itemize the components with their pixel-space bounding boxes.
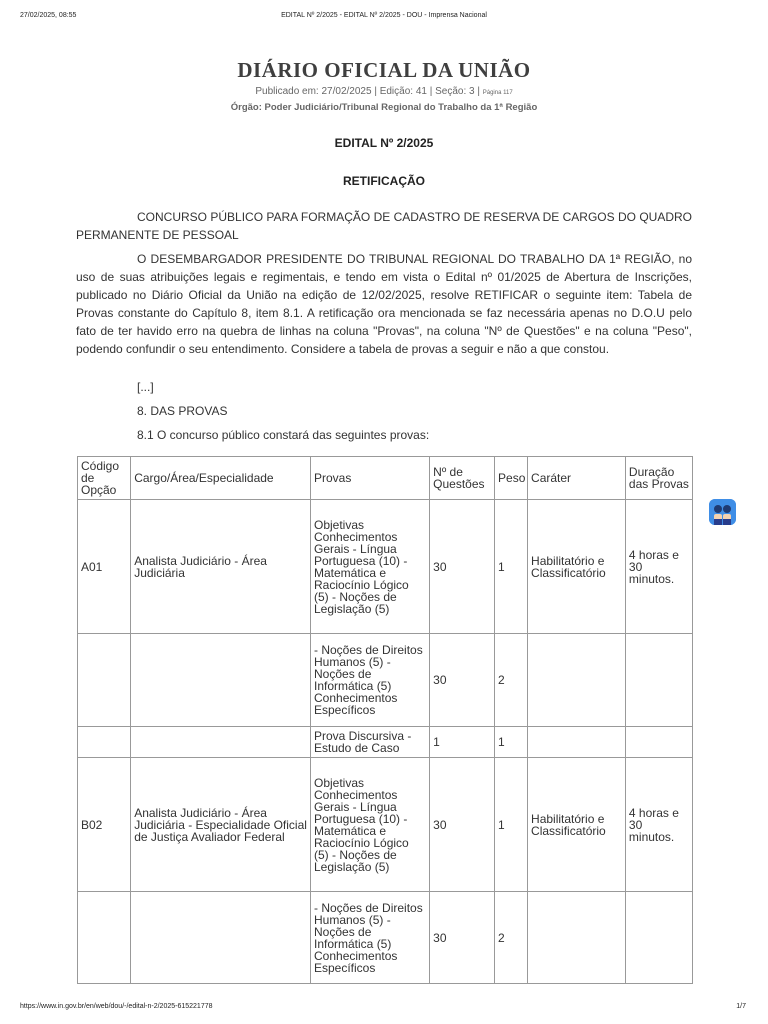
- print-url: https://www.in.gov.br/en/web/dou/-/edital-n-2/2025-615221778: [20, 1003, 213, 1010]
- cell-cargo: [131, 892, 311, 984]
- table-row: [78, 634, 693, 727]
- organ-line: Órgão: Poder Judiciário/Tribunal Regional do Trabalho da 1ª Região: [230, 102, 538, 113]
- cell-questoes: 30: [430, 892, 495, 984]
- cell-peso: 1: [495, 727, 528, 758]
- print-datetime: 27/02/2025, 08:55: [20, 12, 77, 19]
- header-cargo: Cargo/Área/Especialidade: [131, 457, 311, 500]
- cell-codigo: B02: [78, 758, 131, 892]
- table-row: [78, 727, 693, 758]
- cell-duracao: 4 horas e 30 minutos.: [625, 500, 692, 634]
- cell-provas: Prova Discursiva - Estudo de Caso: [311, 727, 430, 758]
- header-duracao: Duração das Provas: [625, 457, 692, 500]
- cell-duracao: [625, 727, 692, 758]
- cell-peso: 1: [495, 758, 528, 892]
- paragraph-concurso: CONCURSO PÚBLICO PARA FORMAÇÃO DE CADASTRO DE RESERVA DE CARGOS DO QUADRO PERMANENTE DE PESSOAL: [76, 210, 692, 242]
- table-header-row: [78, 457, 693, 500]
- cell-duracao: 4 horas e 30 minutos.: [625, 758, 692, 892]
- cell-questoes: 30: [430, 634, 495, 727]
- section-intro: 8.1 O concurso público constará das seguintes provas:: [137, 428, 430, 442]
- cell-carater: [528, 727, 626, 758]
- document-subtitle: RETIFICAÇÃO: [343, 174, 425, 188]
- publication-info: [0, 86, 768, 97]
- header-questoes: Nº de Questões: [430, 457, 495, 500]
- document-title: EDITAL Nº 2/2025: [334, 136, 434, 150]
- cell-cargo: [131, 727, 311, 758]
- cell-peso: 2: [495, 892, 528, 984]
- cell-provas: Objetivas Conhecimentos Gerais - Língua Portuguesa (10) - Matemática e Raciocínio Lógico (5) - Noções de Legislação (5): [311, 500, 430, 634]
- header-peso: Peso: [495, 457, 528, 500]
- provas-table: [77, 456, 693, 984]
- ellipsis: [...]: [137, 380, 154, 394]
- header-codigo: Código de Opção: [78, 457, 131, 500]
- cell-provas: - Noções de Direitos Humanos (5) - Noções de Informática (5) Conhecimentos Específicos: [311, 892, 430, 984]
- cell-questoes: 30: [430, 758, 495, 892]
- cell-carater: Habilitatório e Classificatório: [528, 758, 626, 892]
- print-page-number: 1/7: [736, 1003, 746, 1010]
- cell-provas: - Noções de Direitos Humanos (5) - Noções de Informática (5) Conhecimentos Específicos: [311, 634, 430, 727]
- section-heading: 8. DAS PROVAS: [137, 404, 228, 418]
- avatar-assistant-icon[interactable]: [709, 499, 736, 525]
- table-row: [78, 500, 693, 634]
- cell-codigo: A01: [78, 500, 131, 634]
- cell-peso: 1: [495, 500, 528, 634]
- header-provas: Provas: [311, 457, 430, 500]
- cell-carater: [528, 892, 626, 984]
- publication-line: Publicado em: 27/02/2025 | Edição: 41 | Seção: 3 |: [255, 86, 483, 97]
- cell-cargo: [131, 634, 311, 727]
- cell-carater: Habilitatório e Classificatório: [528, 500, 626, 634]
- table-row: [78, 758, 693, 892]
- page-reference: Página 117: [482, 90, 513, 96]
- cell-cargo: Analista Judiciário - Área Judiciária: [131, 500, 311, 634]
- cell-questoes: 1: [430, 727, 495, 758]
- cell-duracao: [625, 634, 692, 727]
- cell-cargo: Analista Judiciário - Área Judiciária - Especialidade Oficial de Justiça Avaliador Federal: [131, 758, 311, 892]
- print-page-title: EDITAL Nº 2/2025 - EDITAL Nº 2/2025 - DOU - Imprensa Nacional: [281, 12, 487, 19]
- table-row: [78, 892, 693, 984]
- cell-codigo: [78, 892, 131, 984]
- header-carater: Caráter: [528, 457, 626, 500]
- masthead-title: DIÁRIO OFICIAL DA UNIÃO: [237, 58, 531, 82]
- cell-provas: Objetivas Conhecimentos Gerais - Língua Portuguesa (10) - Matemática e Raciocínio Lógico (5) - Noções de Legislação (5): [311, 758, 430, 892]
- paragraph-desembargador: O DESEMBARGADOR PRESIDENTE DO TRIBUNAL REGIONAL DO TRABALHO DA 1ª REGIÃO, no uso de suas atribuições legais e regimentais, e tendo em vista o Edital nº 01/2025 de Abertura de Inscrições, publicado no Diário Oficial da União na edição de 12/02/2025, resolve RETIFICAR o seguinte item: Tabela de Provas constante do Capítulo 8, item 8.1. A retificação ora mencionada se faz necessária apenas no D.O.U pelo fato de ter havido erro na quebra de linhas na coluna "Provas", na coluna "Nº de Questões" e na coluna "Peso", podendo confundir o seu entendimento. Considere a tabela de provas a seguir e não a que constou.: [76, 252, 692, 356]
- cell-carater: [528, 634, 626, 727]
- cell-codigo: [78, 727, 131, 758]
- cell-peso: 2: [495, 634, 528, 727]
- cell-codigo: [78, 634, 131, 727]
- cell-questoes: 30: [430, 500, 495, 634]
- cell-duracao: [625, 892, 692, 984]
